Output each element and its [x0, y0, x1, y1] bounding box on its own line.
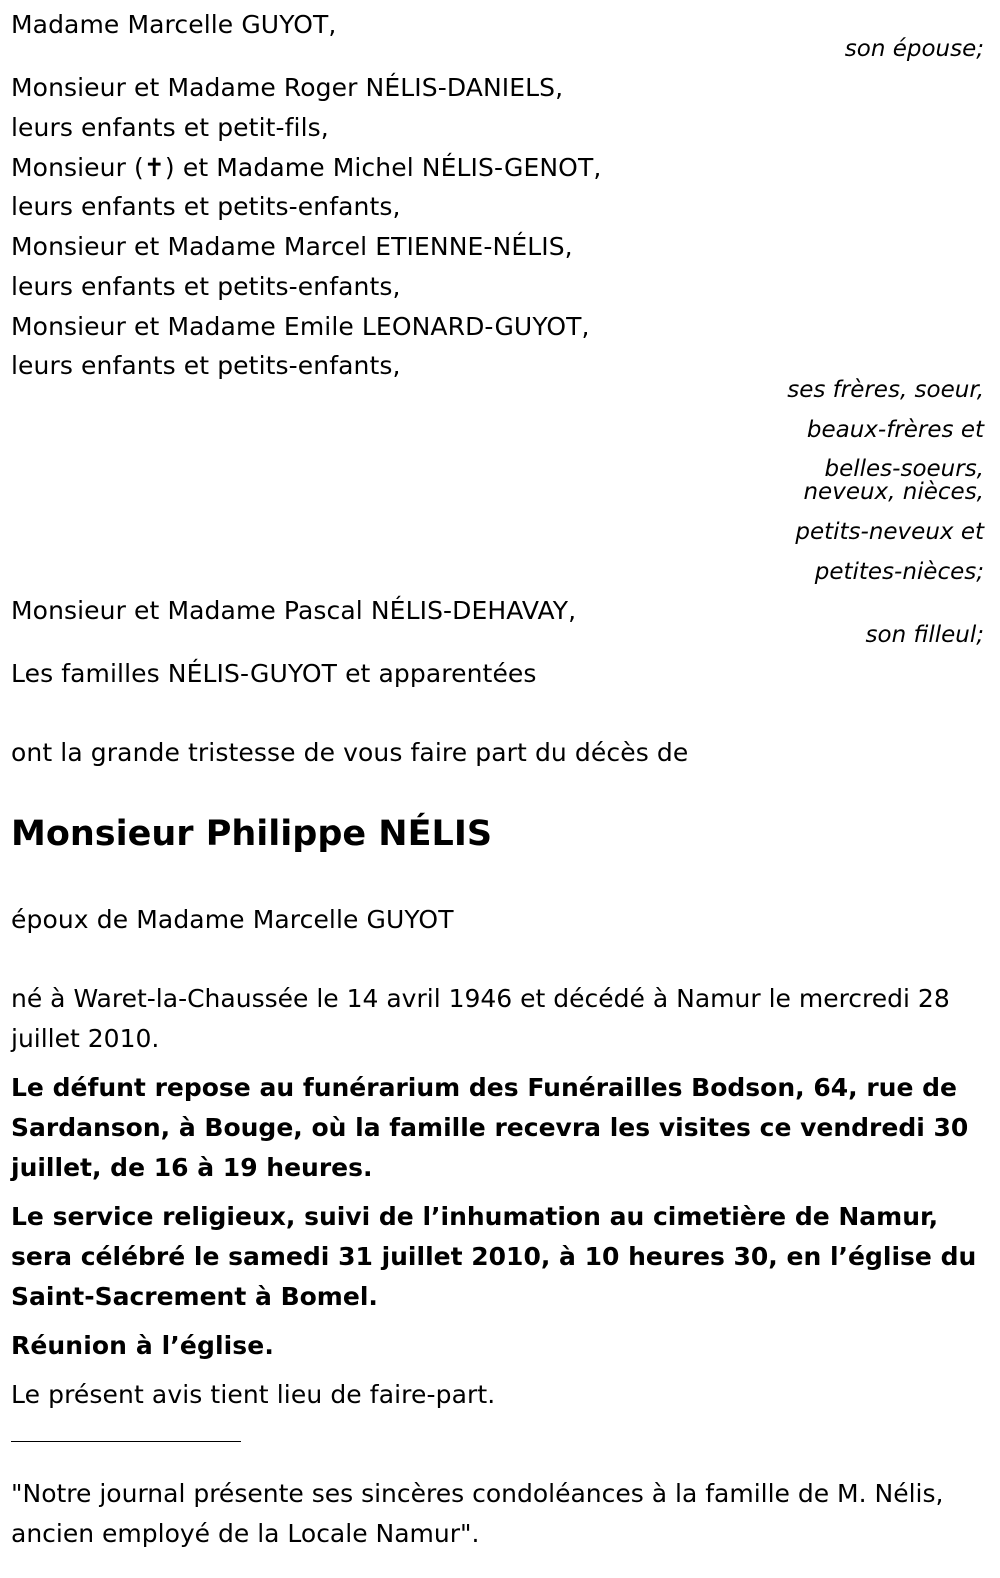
service-paragraph: Le service religieux, suivi de l’inhumation au cimetière de Namur, sera célébré le samedi 31 juillet 2010, à 10 heures 30, en l’église du Saint-Sacrement à Bomel. — [11, 1202, 977, 1311]
deceased-name: Monsieur Philippe NÉLIS — [11, 814, 493, 854]
spouse-of: époux de Madame Marcelle GUYOT — [11, 905, 454, 934]
sibling-line: Monsieur et Madame Emile LEONARD-GUYOT, — [11, 312, 590, 341]
families-line: Les familles NÉLIS-GUYOT et apparentées — [11, 659, 537, 688]
siblings-role-line: petites-nièces; — [814, 559, 984, 585]
godson-name: Monsieur et Madame Pascal NÉLIS-DEHAVAY, — [11, 596, 577, 625]
sibling-line: leurs enfants et petits-enfants, — [11, 192, 401, 221]
sibling-line: Monsieur et Madame Roger NÉLIS-DANIELS, — [11, 73, 564, 102]
sibling-line: Monsieur et Madame Marcel ETIENNE-NÉLIS, — [11, 232, 573, 261]
sibling-line: leurs enfants et petit-fils, — [11, 113, 329, 142]
spouse-role: son épouse; — [844, 36, 984, 62]
spouse-name: Madame Marcelle GUYOT, — [11, 10, 337, 39]
funerarium-paragraph: Le défunt repose au funérarium des Funérailles Bodson, 64, rue de Sardanson, à Bouge, où la famille recevra les visites ce vendredi 30 juillet, de 16 à 19 heures. — [11, 1073, 969, 1182]
siblings-role-line: ses frères, soeur, — [787, 377, 984, 403]
siblings-role-line: belles-soeurs, — [824, 456, 984, 482]
sibling-line: leurs enfants et petits-enfants, — [11, 272, 401, 301]
siblings-role-line: petits-neveux et — [795, 519, 984, 545]
separator-rule — [11, 1441, 241, 1442]
meeting-line: Réunion à l’église. — [11, 1331, 274, 1360]
condolences-paragraph: "Notre journal présente ses sincères condoléances à la famille de M. Nélis, ancien employé de la Locale Namur". — [11, 1479, 944, 1548]
announcement-intro: ont la grande tristesse de vous faire part du décès de — [11, 738, 689, 767]
birth-death-paragraph: né à Waret-la-Chaussée le 14 avril 1946 et décédé à Namur le mercredi 28 juillet 2010. — [11, 984, 950, 1053]
sibling-line: Monsieur (✝) et Madame Michel NÉLIS-GENOT, — [11, 153, 602, 182]
notice-line: Le présent avis tient lieu de faire-part. — [11, 1380, 496, 1409]
siblings-role-line: beaux-frères et — [806, 417, 984, 443]
sibling-line: leurs enfants et petits-enfants, — [11, 351, 401, 380]
godson-role: son filleul; — [865, 622, 984, 648]
siblings-role-line: neveux, nièces, — [803, 479, 984, 505]
